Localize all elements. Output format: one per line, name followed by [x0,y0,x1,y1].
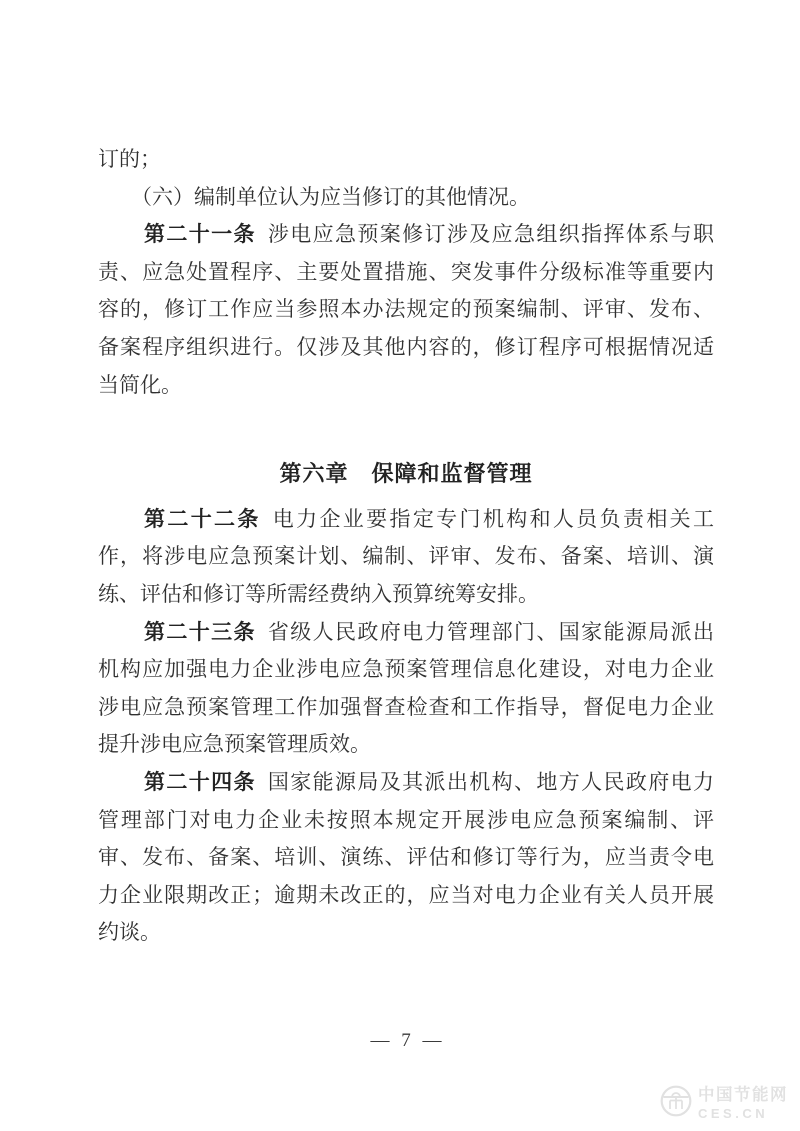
page-number: — 7 — [370,1030,442,1051]
body-line: 提升涉电应急预案管理质效。 [98,732,371,757]
article-21-text: 涉电应急预案修订涉及应急组织指挥体系与职 [267,222,714,247]
watermark-text [698,1087,788,1121]
body-line: 当简化。 [98,372,182,397]
article-24-line [98,764,714,802]
article-24-number: 第二十四条 [144,770,256,794]
article-23-text: 省级人民政府电力管理部门、国家能源局派出 [267,619,714,644]
body-line: 力企业限期改正；逾期未改正的，应当对电力企业有关人员开展 [98,882,714,907]
body-line: 练、评估和修订等所需经费纳入预算统筹安排。 [98,581,539,606]
article-24-text: 国家能源局及其派出机构、地方人民政府电力 [267,769,714,794]
watermark-site-domain: CES.CN [698,1106,769,1122]
watermark [659,1084,788,1123]
body-line: 作，将涉电应急预案计划、编制、评审、发布、备案、培训、演 [98,544,714,569]
article-22-text: 电力企业要指定专门机构和人员负责相关工 [272,506,714,531]
article-21-line [98,216,714,254]
watermark-site-name: 中国节能网 [698,1085,788,1104]
body-line: 备案程序组织进行。仅涉及其他内容的，修订程序可根据情况适 [98,334,714,359]
body-line: 管理部门对电力企业未按照本规定开展涉电应急预案编制、评 [98,807,714,832]
document-text [98,141,714,952]
article-21-number: 第二十一条 [144,223,256,247]
body-line: 审、发布、备案、培训、演练、评估和修订等行为，应当责令电 [98,845,714,870]
body-line: 约谈。 [98,920,161,945]
article-22-number: 第二十二条 [144,507,261,531]
paragraph-continuation-line: 订的； [98,147,161,171]
article-22-line [98,501,714,539]
body-line: 责、应急处置程序、主要处置措施、突发事件分级标准等重要内 [98,259,714,284]
body-line: 容的，修订工作应当参照本办法规定的预案编制、评审、发布、 [98,297,714,322]
ces-emblem-icon [659,1084,693,1123]
article-23-line [98,614,714,652]
body-line: 机构应加强电力企业涉电应急预案管理信息化建设，对电力企业 [98,657,714,682]
article-23-number: 第二十三条 [144,620,256,644]
body-line: 涉电应急预案管理工作加强督查检查和工作指导，督促电力企业 [98,694,714,719]
chapter-6-heading: 第六章 保障和监督管理 [279,461,533,487]
clause-item-six: （六）编制单位认为应当修订的其他情况。 [131,184,530,209]
